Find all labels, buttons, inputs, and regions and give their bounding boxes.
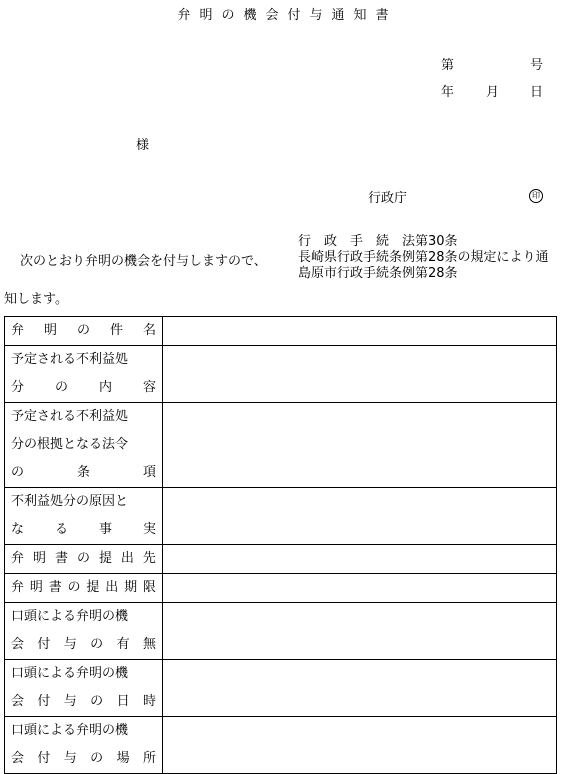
recipient-suffix: 様: [136, 138, 150, 153]
row-value[interactable]: [163, 488, 557, 545]
row-label: [5, 488, 163, 545]
row-label-line: 予定される不利益処: [11, 409, 129, 424]
row-label-line: 不利益処分の原因と: [11, 494, 129, 509]
row-label: [5, 403, 163, 488]
day-label: 日: [530, 85, 544, 100]
law-line-3: 島原市行政手続条例第28条: [298, 266, 458, 281]
number-label-left: 第: [441, 58, 455, 73]
row-label: [5, 603, 163, 660]
row-value[interactable]: [163, 403, 557, 488]
row-label-line: 会 付 与 の 場 所: [11, 751, 156, 766]
law-reference-block: [298, 234, 549, 282]
notice-table: [4, 316, 557, 774]
row-value[interactable]: [163, 574, 557, 603]
row-label-line: 弁 明 書 の 提 出 期 限: [11, 580, 156, 595]
law-line-1: 行 政 手 続 法第30条: [298, 234, 458, 249]
row-label-line: 会 付 与 の 日 時: [11, 694, 156, 709]
year-label: 年: [441, 85, 455, 100]
table-row: [5, 717, 557, 774]
row-label: [5, 574, 163, 603]
row-value[interactable]: [163, 317, 557, 346]
seal-icon: 印: [529, 189, 543, 203]
row-label-line: 弁 明 書 の 提 出 先: [11, 551, 156, 566]
table-row: [5, 488, 557, 545]
row-label-line: 会 付 与 の 有 無: [11, 637, 156, 652]
table-row: [5, 603, 557, 660]
row-label: [5, 717, 163, 774]
row-value[interactable]: [163, 346, 557, 403]
row-label-line: 口頭による弁明の機: [11, 609, 129, 624]
row-label-line: な る 事 実: [11, 522, 156, 537]
law-line-2: 長崎県行政手続条例第28条の規定により通: [298, 250, 549, 265]
row-value[interactable]: [163, 545, 557, 574]
row-value[interactable]: [163, 717, 557, 774]
seal-mark: [529, 187, 543, 203]
number-label-right: 号: [530, 58, 544, 73]
row-label: [5, 346, 163, 403]
table-row: [5, 403, 557, 488]
row-label: [5, 317, 163, 346]
month-label: 月: [486, 85, 500, 100]
document-title: 弁明の機会付与通知書: [177, 8, 398, 23]
table-row: [5, 660, 557, 717]
row-label-line: 弁 明 の 件 名: [11, 323, 156, 338]
intro-text: 次のとおり弁明の機会を付与しますので、: [20, 254, 267, 269]
table-row: [5, 545, 557, 574]
closing-text: 知します。: [4, 292, 68, 307]
row-label-line: 分の根拠となる法令: [11, 437, 129, 452]
row-label: [5, 545, 163, 574]
row-label-line: 口頭による弁明の機: [11, 723, 129, 738]
table-row: [5, 574, 557, 603]
row-label-line: の 条 項: [11, 465, 156, 480]
row-value[interactable]: [163, 660, 557, 717]
row-label-line: 分 の 内 容: [11, 380, 156, 395]
row-label: [5, 660, 163, 717]
row-label-line: 口頭による弁明の機: [11, 666, 129, 681]
table-row: [5, 346, 557, 403]
agency-label: 行政庁: [368, 191, 408, 206]
row-label-line: 予定される不利益処: [11, 352, 129, 367]
table-row: [5, 317, 557, 346]
row-value[interactable]: [163, 603, 557, 660]
